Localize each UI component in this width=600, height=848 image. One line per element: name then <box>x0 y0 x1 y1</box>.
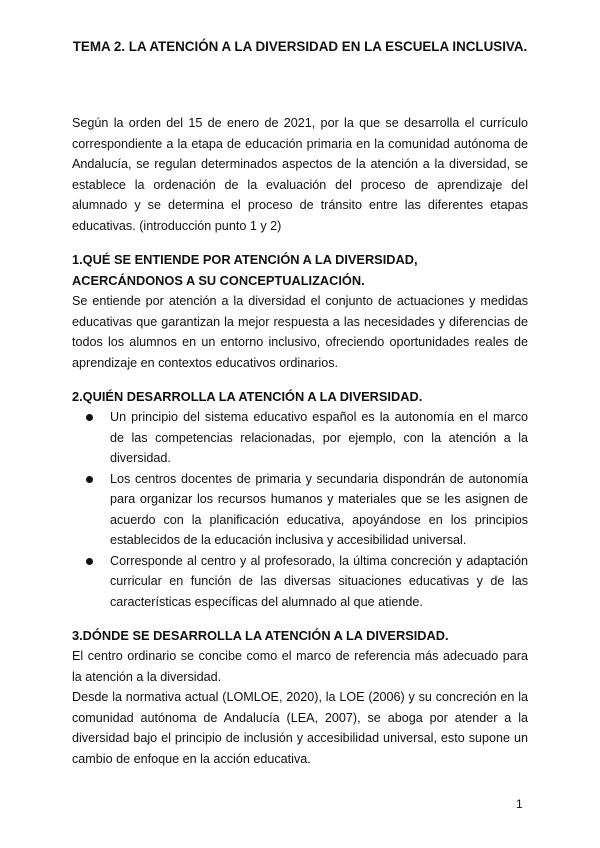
section-3-heading: 3.DÓNDE SE DESARROLLA LA ATENCIÓN A LA DIVERSIDAD. <box>72 628 449 643</box>
bullet-item <box>72 551 528 613</box>
section-2-heading: 2.QUIÉN DESARROLLA LA ATENCIÓN A LA DIVERSIDAD. <box>72 389 423 404</box>
bullet-item <box>72 469 528 551</box>
intro-paragraph: Según la orden del 15 de enero de 2021, por la que se desarrolla el currículo correspondiente a la etapa de educación primaria en la comunidad autónoma de Andalucía, se regulan determinados aspectos de la atención a la diversidad, se establece la ordenación de la evaluación del proceso de aprendizaje del alumnado y se determina el proceso de tránsito entre las diferentes etapas educativas. (introducción punto 1 y 2) <box>72 116 528 233</box>
bullet-dot-icon <box>86 476 93 483</box>
bullet-dot-icon <box>86 558 93 565</box>
section-1-paragraph: Se entiende por atención a la diversidad el conjunto de actuaciones y medidas educativas que garantizan la mejor respuesta a las necesidades y diferencias de todos los alumnos en un entorno inclusivo, ofreciendo oportunidades reales de aprendizaje en contextos educativos ordinarios. <box>72 294 528 370</box>
bullet-text: Corresponde al centro y al profesorado, la última concreción y adaptación curricular en función de las diversas situaciones educativas y de las características específicas del alumnado al que atiende. <box>110 553 528 609</box>
document-title: TEMA 2. LA ATENCIÓN A LA DIVERSIDAD EN LA ESCUELA INCLUSIVA. <box>72 39 528 54</box>
section-1-heading: 1.QUÉ SE ENTIENDE POR ATENCIÓN A LA DIVERSIDAD, ACERCÁNDONOS A SU CONCEPTUALIZACIÓN. <box>72 252 418 288</box>
bullet-text: Los centros docentes de primaria y secundaria dispondrán de autonomía para organizar los recursos humanos y materiales que se les asignen de acuerdo con la planificación educativa, apoyándose en los principios establecidos de la educación inclusiva y accesibilidad universal. <box>110 471 528 547</box>
section-3-paragraph-1: El centro ordinario se concibe como el marco de referencia más adecuado para la atención a la diversidad. <box>72 649 528 684</box>
section-2-bullet-list <box>72 407 528 612</box>
bullet-item <box>72 407 528 469</box>
bullet-dot-icon <box>86 414 93 421</box>
section-3-paragraph-2: Desde la normativa actual (LOMLOE, 2020), la LOE (2006) y su concreción en la comunidad autónoma de Andalucía (LEA, 2007), se aboga por atender a la diversidad bajo el principio de inclusión y accesibilidad universal, esto supone un cambio de enfoque en la acción educativa. <box>72 690 528 766</box>
bullet-text: Un principio del sistema educativo español es la autonomía en el marco de las competencias relacionadas, por ejemplo, con la atención a la diversidad. <box>110 410 528 465</box>
page-number: 1 <box>516 797 523 811</box>
